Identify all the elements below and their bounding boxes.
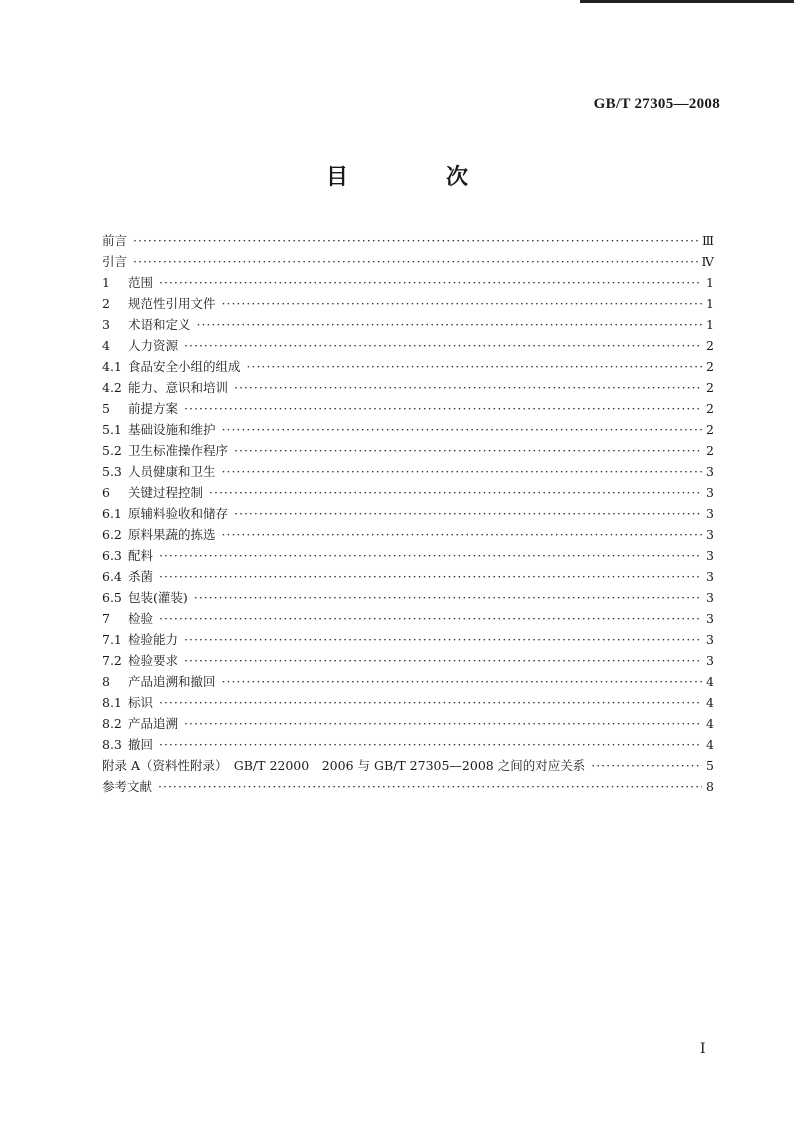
toc-entry-label: 产品追溯: [128, 716, 179, 731]
toc-entry-page: 4: [706, 716, 714, 731]
toc-entry-label: 检验: [128, 611, 154, 626]
toc-entry[interactable]: [102, 629, 714, 650]
toc-entry-label: 产品追溯和撤回: [128, 674, 216, 689]
toc-entry[interactable]: [102, 440, 714, 461]
scan-edge-mark: [580, 0, 794, 3]
toc-entry-page: 3: [706, 485, 714, 500]
toc-entry-label: 检验要求: [128, 653, 179, 668]
toc-leader-dots: [184, 398, 702, 419]
toc-entry-number: 5: [102, 401, 110, 416]
toc-entry-number: 6.3: [102, 548, 122, 563]
toc-entry-number: 3: [102, 317, 110, 332]
toc-entry[interactable]: [102, 230, 714, 251]
toc-entry[interactable]: [102, 314, 714, 335]
toc-entry-page: 4: [706, 674, 714, 689]
toc-entry-number: 8.2: [102, 716, 122, 731]
toc-leader-dots: [222, 671, 702, 692]
toc-entry-label: 基础设施和维护: [128, 422, 216, 437]
toc-entry-label: 前提方案: [128, 401, 179, 416]
toc-entry-label: 参考文献: [102, 779, 153, 794]
toc-entry-number: 4.1: [102, 359, 122, 374]
toc-entry[interactable]: [102, 482, 714, 503]
toc-entry-label: 检验能力: [128, 632, 179, 647]
toc-entry-number: 4.2: [102, 380, 122, 395]
toc-entry-label: 能力、意识和培训: [128, 380, 229, 395]
toc-entry[interactable]: [102, 713, 714, 734]
toc-entry[interactable]: [102, 461, 714, 482]
toc-leader-dots: [159, 692, 702, 713]
toc-leader-dots: [222, 293, 702, 314]
toc-entry-label: 前言: [102, 233, 128, 248]
toc-entry[interactable]: [102, 251, 714, 272]
toc-entry-page: 1: [706, 317, 714, 332]
toc-leader-dots: [159, 272, 702, 293]
toc-entry-page: Ⅲ: [701, 233, 714, 248]
toc-leader-dots: [222, 461, 702, 482]
toc-leader-dots: [591, 755, 702, 776]
toc-entry-number: 6.2: [102, 527, 122, 542]
toc-entry-page: 3: [706, 590, 714, 605]
toc-entry-number: 5.2: [102, 443, 122, 458]
toc-entry-label: 附录 A（资料性附录） GB/T 22000 2006 与 GB/T 27305—2008 之间的对应关系: [102, 758, 586, 773]
toc-entry[interactable]: [102, 545, 714, 566]
toc-entry-page: 3: [706, 653, 714, 668]
toc-entry-label: 原辅料验收和储存: [128, 506, 229, 521]
page-title: 目 次: [325, 165, 506, 190]
toc-entry-number: 5.1: [102, 422, 122, 437]
toc-leader-dots: [209, 482, 702, 503]
toc-entry-label: 人员健康和卫生: [128, 464, 216, 479]
toc-leader-dots: [222, 524, 702, 545]
toc-leader-dots: [159, 566, 702, 587]
toc-entry-label: 关键过程控制: [128, 485, 204, 500]
toc-entry-page: 3: [706, 548, 714, 563]
toc-entry[interactable]: [102, 503, 714, 524]
toc-leader-dots: [159, 734, 702, 755]
toc-entry[interactable]: [102, 566, 714, 587]
toc-leader-dots: [222, 419, 702, 440]
toc-leader-dots: [234, 440, 702, 461]
toc-entry-page: 4: [706, 737, 714, 752]
toc-entry[interactable]: [102, 734, 714, 755]
toc-entry[interactable]: [102, 356, 714, 377]
toc-entry[interactable]: [102, 671, 714, 692]
toc-entry-label: 配料: [128, 548, 154, 563]
toc-entry-number: 6.5: [102, 590, 122, 605]
toc-entry-page: 2: [706, 401, 714, 416]
toc-leader-dots: [184, 713, 702, 734]
toc-entry-number: 7: [102, 611, 110, 626]
toc-leader-dots: [194, 587, 702, 608]
toc-entry-page: 4: [706, 695, 714, 710]
toc-entry-page: 5: [706, 758, 714, 773]
toc-entry[interactable]: [102, 293, 714, 314]
toc-entry-page: 2: [706, 443, 714, 458]
toc-entry-label: 术语和定义: [128, 317, 191, 332]
toc-leader-dots: [159, 545, 702, 566]
toc-entry[interactable]: [102, 608, 714, 629]
toc-entry[interactable]: [102, 398, 714, 419]
toc-entry-page: 1: [706, 296, 714, 311]
toc-leader-dots: [234, 377, 702, 398]
toc-entry-page: 2: [706, 338, 714, 353]
toc-leader-dots: [159, 608, 702, 629]
toc-entry-label: 范围: [128, 275, 154, 290]
toc-entry-number: 8: [102, 674, 110, 689]
toc-entry[interactable]: [102, 419, 714, 440]
table-of-contents: [102, 230, 714, 797]
toc-entry[interactable]: [102, 377, 714, 398]
toc-entry-label: 规范性引用文件: [128, 296, 216, 311]
toc-entry-number: 8.1: [102, 695, 122, 710]
toc-entry-number: 8.3: [102, 737, 122, 752]
toc-entry-page: 8: [706, 779, 714, 794]
toc-entry-page: Ⅳ: [701, 254, 714, 269]
toc-entry[interactable]: [102, 776, 714, 797]
toc-entry-label: 杀菌: [128, 569, 154, 584]
toc-entry[interactable]: [102, 272, 714, 293]
toc-entry[interactable]: [102, 335, 714, 356]
toc-entry-number: 2: [102, 296, 110, 311]
toc-entry[interactable]: [102, 755, 714, 776]
toc-entry-label: 卫生标准操作程序: [128, 443, 229, 458]
toc-entry[interactable]: [102, 692, 714, 713]
toc-entry-number: 7.1: [102, 632, 122, 647]
toc-entry-page: 3: [706, 632, 714, 647]
toc-leader-dots: [133, 230, 700, 251]
toc-entry-label: 包装(灌装): [128, 590, 188, 605]
toc-entry-page: 3: [706, 464, 714, 479]
toc-leader-dots: [184, 335, 702, 356]
toc-entry-label: 引言: [102, 254, 128, 269]
toc-leader-dots: [197, 314, 702, 335]
toc-entry-page: 1: [706, 275, 714, 290]
toc-entry-number: 6.1: [102, 506, 122, 521]
toc-entry-label: 人力资源: [128, 338, 179, 353]
toc-entry-label: 标识: [128, 695, 154, 710]
toc-entry-page: 3: [706, 527, 714, 542]
toc-entry-page: 3: [706, 569, 714, 584]
toc-leader-dots: [184, 650, 702, 671]
toc-entry-page: 2: [706, 422, 714, 437]
toc-leader-dots: [158, 776, 702, 797]
toc-entry-number: 6.4: [102, 569, 122, 584]
toc-entry-page: 2: [706, 359, 714, 374]
toc-leader-dots: [133, 251, 699, 272]
toc-entry[interactable]: [102, 650, 714, 671]
toc-entry[interactable]: [102, 524, 714, 545]
toc-leader-dots: [247, 356, 702, 377]
toc-entry-label: 食品安全小组的组成: [128, 359, 241, 374]
standard-code: GB/T 27305—2008: [593, 96, 720, 112]
toc-entry-number: 5.3: [102, 464, 122, 479]
toc-entry-page: 2: [706, 380, 714, 395]
toc-entry-page: 3: [706, 506, 714, 521]
toc-entry-number: 6: [102, 485, 110, 500]
toc-entry[interactable]: [102, 587, 714, 608]
toc-entry-page: 3: [706, 611, 714, 626]
toc-leader-dots: [184, 629, 702, 650]
toc-entry-number: 7.2: [102, 653, 122, 668]
toc-leader-dots: [234, 503, 702, 524]
toc-entry-label: 撤回: [128, 737, 154, 752]
toc-entry-number: 4: [102, 338, 110, 353]
toc-entry-label: 原料果蔬的拣选: [128, 527, 216, 542]
toc-entry-number: 1: [102, 275, 110, 290]
page-number: I: [700, 1041, 706, 1057]
